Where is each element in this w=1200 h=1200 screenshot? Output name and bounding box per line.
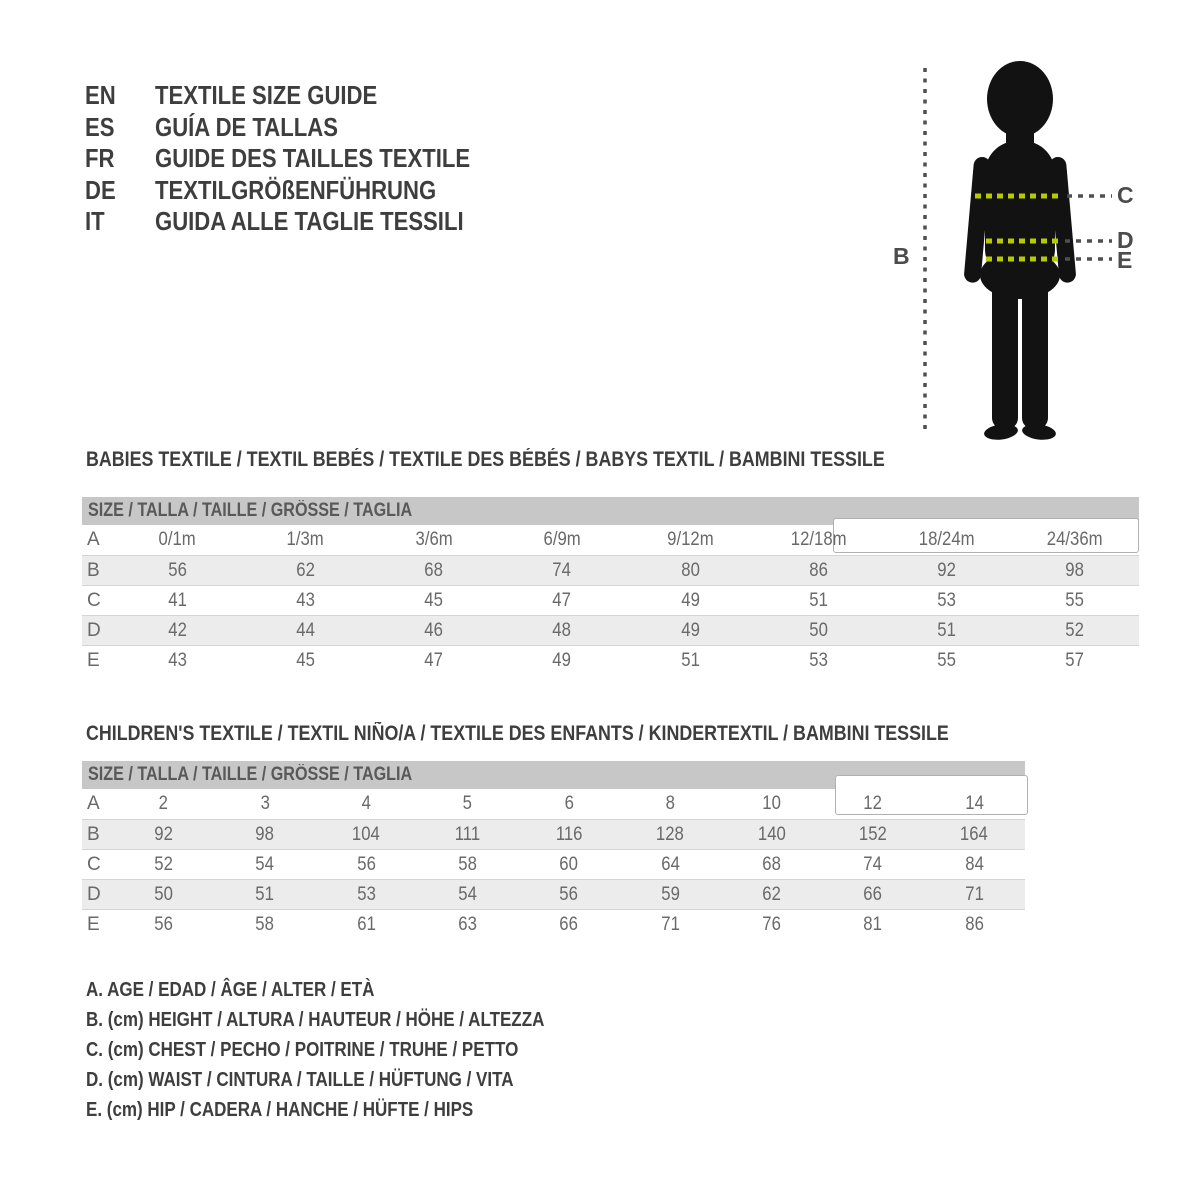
table-cell bbox=[370, 620, 498, 642]
cell-value: 64 bbox=[661, 853, 680, 875]
cell-value: 55 bbox=[1065, 589, 1085, 611]
cell-value: 81 bbox=[863, 913, 883, 935]
cell-value: 92 bbox=[937, 559, 956, 581]
language-row-en bbox=[85, 80, 526, 112]
cell-value: 3 bbox=[260, 793, 270, 814]
cell-value: 54 bbox=[255, 853, 275, 875]
legend-line-b bbox=[86, 1005, 625, 1035]
table-cell bbox=[1011, 650, 1139, 672]
cell-value: 50 bbox=[809, 619, 828, 641]
table-cell bbox=[518, 854, 619, 876]
table-cell bbox=[721, 854, 822, 876]
cell-value: 56 bbox=[154, 913, 173, 935]
table-cell bbox=[626, 620, 754, 642]
table-cell bbox=[370, 560, 498, 582]
cell-value: 63 bbox=[458, 913, 477, 935]
table-cell bbox=[620, 824, 721, 846]
table-cell bbox=[370, 529, 498, 551]
table-cell bbox=[214, 884, 315, 906]
table-row-d bbox=[82, 879, 1025, 909]
cell-value: 8 bbox=[665, 793, 675, 814]
table-cell bbox=[518, 824, 619, 846]
cell-value: 86 bbox=[809, 559, 828, 581]
table-row-b bbox=[82, 819, 1025, 849]
cell-value: 52 bbox=[1065, 619, 1085, 641]
table-cell bbox=[316, 824, 417, 846]
table-cell bbox=[1011, 590, 1139, 612]
row-label: E bbox=[87, 649, 100, 671]
cell-value: 58 bbox=[255, 913, 275, 935]
table-cell bbox=[754, 529, 882, 551]
legend-line-a bbox=[86, 975, 625, 1005]
table-cell bbox=[626, 560, 754, 582]
table-cell bbox=[518, 884, 619, 906]
cell-value: 12/18m bbox=[790, 529, 847, 550]
table-cell bbox=[113, 793, 214, 815]
table-cell bbox=[822, 914, 923, 936]
table-cell bbox=[924, 854, 1025, 876]
cell-value: 55 bbox=[937, 649, 956, 671]
table-cell bbox=[113, 854, 214, 876]
table-cell bbox=[1011, 560, 1139, 582]
cell-value: 61 bbox=[357, 913, 376, 935]
table-cell bbox=[620, 914, 721, 936]
row-label: A bbox=[87, 529, 100, 550]
table-cell bbox=[620, 854, 721, 876]
table-row-a bbox=[82, 525, 1139, 555]
table-cell bbox=[214, 824, 315, 846]
cell-value: 56 bbox=[167, 559, 187, 581]
table-row-e bbox=[82, 645, 1139, 675]
table-cell bbox=[241, 529, 369, 551]
cell-value: 50 bbox=[154, 883, 173, 905]
language-guide-title: TEXTILE SIZE GUIDE bbox=[155, 80, 378, 111]
row-label: D bbox=[87, 619, 101, 641]
table-cell bbox=[316, 793, 417, 815]
cell-value: 53 bbox=[937, 589, 956, 611]
table-cell bbox=[241, 620, 369, 642]
table-cell bbox=[924, 793, 1025, 815]
cell-value: 86 bbox=[964, 913, 984, 935]
cell-value: 92 bbox=[154, 823, 173, 845]
legend-text: E. (cm) HIP / CADERA / HANCHE / HÜFTE / HIPS bbox=[86, 1098, 474, 1121]
row-label: B bbox=[87, 559, 100, 581]
table-cell bbox=[498, 650, 626, 672]
table-cell bbox=[822, 793, 923, 815]
cell-value: 68 bbox=[424, 559, 443, 581]
table-cell bbox=[113, 529, 241, 551]
cell-value: 1/3m bbox=[286, 529, 324, 550]
table-cell bbox=[924, 884, 1025, 906]
language-code: DE bbox=[85, 174, 116, 205]
cell-value: 53 bbox=[357, 883, 376, 905]
cell-value: 14 bbox=[964, 793, 984, 814]
language-title-list bbox=[85, 80, 526, 238]
chest-label: C bbox=[1117, 182, 1134, 208]
table-cell bbox=[113, 824, 214, 846]
cell-value: 60 bbox=[559, 853, 579, 875]
table-cell bbox=[620, 884, 721, 906]
table-cell bbox=[721, 914, 822, 936]
table-cell bbox=[822, 884, 923, 906]
babies-section-title bbox=[86, 449, 1026, 471]
legend-line-e bbox=[86, 1095, 625, 1125]
table-cell bbox=[113, 914, 214, 936]
row-label: C bbox=[87, 853, 101, 875]
language-guide-title: GUIDE DES TAILLES TEXTILE bbox=[155, 143, 471, 174]
table-cell bbox=[754, 590, 882, 612]
legend-text: D. (cm) WAIST / CINTURA / TAILLE / HÜFTUNG / VITA bbox=[86, 1068, 514, 1091]
row-label: C bbox=[87, 589, 101, 611]
cell-value: 56 bbox=[559, 883, 579, 905]
language-guide-title: GUIDA ALLE TAGLIE TESSILI bbox=[155, 206, 464, 237]
table-cell bbox=[754, 620, 882, 642]
cell-value: 62 bbox=[296, 559, 315, 581]
child-silhouette-figure bbox=[900, 55, 1140, 445]
cell-value: 84 bbox=[964, 853, 984, 875]
cell-value: 49 bbox=[680, 619, 700, 641]
cell-value: 42 bbox=[167, 619, 187, 641]
measurement-legend bbox=[86, 975, 625, 1125]
hip-label: E bbox=[1117, 247, 1133, 273]
table-cell bbox=[417, 914, 518, 936]
table-cell bbox=[754, 650, 882, 672]
cell-value: 45 bbox=[296, 649, 315, 671]
cell-value: 51 bbox=[255, 883, 275, 905]
cell-value: 47 bbox=[424, 649, 443, 671]
cell-value: 57 bbox=[1065, 649, 1085, 671]
language-code: IT bbox=[85, 206, 105, 237]
cell-value: 59 bbox=[661, 883, 680, 905]
cell-value: 44 bbox=[296, 619, 315, 641]
cell-value: 66 bbox=[559, 913, 579, 935]
table-cell bbox=[113, 560, 241, 582]
table-cell bbox=[316, 854, 417, 876]
table-cell bbox=[316, 884, 417, 906]
language-guide-title: GUÍA DE TALLAS bbox=[155, 111, 338, 142]
table-cell bbox=[113, 884, 214, 906]
legend-text: A. AGE / EDAD / ÂGE / ALTER / ETÀ bbox=[86, 978, 375, 1001]
table-cell bbox=[417, 793, 518, 815]
table-cell bbox=[883, 620, 1011, 642]
cell-value: 49 bbox=[552, 649, 572, 671]
table-cell bbox=[754, 560, 882, 582]
table-cell bbox=[924, 824, 1025, 846]
table-cell bbox=[241, 650, 369, 672]
table-cell bbox=[214, 914, 315, 936]
language-code: FR bbox=[85, 143, 115, 174]
cell-value: 12 bbox=[863, 793, 883, 814]
table-cell bbox=[214, 793, 315, 815]
table-cell bbox=[883, 560, 1011, 582]
table-cell bbox=[113, 590, 241, 612]
cell-value: 98 bbox=[1065, 559, 1085, 581]
cell-value: 47 bbox=[552, 589, 572, 611]
table-cell bbox=[822, 854, 923, 876]
table-cell bbox=[498, 620, 626, 642]
cell-value: 74 bbox=[552, 559, 572, 581]
language-row-it bbox=[85, 206, 526, 238]
table-cell bbox=[883, 529, 1011, 551]
table-cell bbox=[498, 590, 626, 612]
table-cell bbox=[924, 914, 1025, 936]
cell-value: 24/36m bbox=[1046, 529, 1103, 550]
cell-value: 53 bbox=[809, 649, 828, 671]
cell-value: 48 bbox=[552, 619, 572, 641]
size-header-label: SIZE / TALLA / TAILLE / GRÖSSE / TAGLIA bbox=[88, 764, 413, 785]
cell-value: 51 bbox=[680, 649, 700, 671]
table-row-e bbox=[82, 909, 1025, 939]
cell-value: 152 bbox=[859, 823, 887, 845]
cell-value: 9/12m bbox=[666, 529, 714, 550]
table-cell bbox=[626, 590, 754, 612]
legend-text: B. (cm) HEIGHT / ALTURA / HAUTEUR / HÖHE / ALTEZZA bbox=[86, 1008, 545, 1031]
language-row-es bbox=[85, 112, 526, 144]
table-cell bbox=[883, 590, 1011, 612]
table-cell bbox=[626, 650, 754, 672]
language-code: ES bbox=[85, 111, 115, 142]
cell-value: 111 bbox=[454, 823, 481, 845]
cell-value: 116 bbox=[555, 823, 583, 845]
babies-size-table bbox=[82, 497, 1139, 675]
table-cell bbox=[417, 854, 518, 876]
table-cell bbox=[113, 650, 241, 672]
cell-value: 56 bbox=[357, 853, 376, 875]
cell-value: 164 bbox=[960, 823, 989, 845]
size-header-label: SIZE / TALLA / TAILLE / GRÖSSE / TAGLIA bbox=[88, 500, 413, 521]
table-cell bbox=[518, 914, 619, 936]
waist-label: D bbox=[1117, 227, 1134, 253]
row-label: E bbox=[87, 913, 100, 935]
cell-value: 52 bbox=[154, 853, 173, 875]
table-cell bbox=[214, 854, 315, 876]
cell-value: 76 bbox=[762, 913, 781, 935]
cell-value: 128 bbox=[656, 823, 685, 845]
table-row-d bbox=[82, 615, 1139, 645]
table-cell bbox=[498, 560, 626, 582]
table-row-c bbox=[82, 849, 1025, 879]
cell-value: 71 bbox=[964, 883, 984, 905]
children-section-title bbox=[86, 723, 1101, 745]
legend-text: C. (cm) CHEST / PECHO / POITRINE / TRUHE / PETTO bbox=[86, 1038, 519, 1061]
cell-value: 98 bbox=[255, 823, 275, 845]
cell-value: 58 bbox=[458, 853, 477, 875]
table-cell bbox=[316, 914, 417, 936]
cell-value: 46 bbox=[424, 619, 443, 641]
table-cell bbox=[1011, 529, 1139, 551]
child-silhouette bbox=[963, 61, 1076, 442]
table-row-b bbox=[82, 555, 1139, 585]
table-cell bbox=[518, 793, 619, 815]
table-cell bbox=[721, 884, 822, 906]
table-cell bbox=[113, 620, 241, 642]
cell-value: 51 bbox=[937, 619, 956, 641]
cell-value: 74 bbox=[863, 853, 883, 875]
table-row-a bbox=[82, 789, 1025, 819]
cell-value: 6/9m bbox=[543, 529, 581, 550]
table-cell bbox=[241, 560, 369, 582]
children-section-title-text: CHILDREN'S TEXTILE / TEXTIL NIÑO/A / TEXTILE DES ENFANTS / KINDERTEXTIL / BAMBINI TESSILE bbox=[86, 722, 949, 745]
cell-value: 43 bbox=[296, 589, 315, 611]
legend-line-c bbox=[86, 1035, 625, 1065]
cell-value: 104 bbox=[352, 823, 381, 845]
table-cell bbox=[241, 590, 369, 612]
row-label: A bbox=[87, 793, 100, 814]
table-cell bbox=[626, 529, 754, 551]
language-row-fr bbox=[85, 143, 526, 175]
table-cell bbox=[721, 793, 822, 815]
table-cell bbox=[620, 793, 721, 815]
cell-value: 49 bbox=[680, 589, 700, 611]
cell-value: 2 bbox=[159, 793, 169, 814]
babies-section-title-text: BABIES TEXTILE / TEXTIL BEBÉS / TEXTILE DES BÉBÉS / BABYS TEXTIL / BAMBINI TESSILE bbox=[86, 448, 885, 471]
cell-value: 18/24m bbox=[918, 529, 975, 550]
cell-value: 10 bbox=[762, 793, 781, 814]
cell-value: 71 bbox=[661, 913, 680, 935]
legend-line-d bbox=[86, 1065, 625, 1095]
table-cell bbox=[417, 824, 518, 846]
row-label: D bbox=[87, 883, 101, 905]
cell-value: 62 bbox=[762, 883, 781, 905]
table-cell bbox=[721, 824, 822, 846]
height-label: B bbox=[893, 243, 910, 269]
cell-value: 6 bbox=[564, 793, 574, 814]
table-cell bbox=[370, 590, 498, 612]
cell-value: 0/1m bbox=[158, 529, 196, 550]
cell-value: 4 bbox=[361, 793, 371, 814]
language-row-de bbox=[85, 175, 526, 207]
language-guide-title: TEXTILGRÖßENFÜHRUNG bbox=[155, 174, 437, 205]
table-cell bbox=[417, 884, 518, 906]
cell-value: 41 bbox=[167, 589, 187, 611]
cell-value: 5 bbox=[462, 793, 473, 814]
cell-value: 3/6m bbox=[415, 529, 453, 550]
table-cell bbox=[822, 824, 923, 846]
row-label: B bbox=[87, 823, 100, 845]
cell-value: 68 bbox=[762, 853, 781, 875]
table-cell bbox=[370, 650, 498, 672]
cell-value: 66 bbox=[863, 883, 883, 905]
cell-value: 54 bbox=[458, 883, 477, 905]
cell-value: 51 bbox=[809, 589, 828, 611]
table-cell bbox=[883, 650, 1011, 672]
cell-value: 45 bbox=[424, 589, 443, 611]
cell-value: 43 bbox=[167, 649, 187, 671]
cell-value: 80 bbox=[680, 559, 700, 581]
table-row-c bbox=[82, 585, 1139, 615]
children-size-table bbox=[82, 761, 1025, 939]
cell-value: 140 bbox=[757, 823, 786, 845]
table-cell bbox=[498, 529, 626, 551]
table-cell bbox=[1011, 620, 1139, 642]
language-code: EN bbox=[85, 80, 116, 111]
